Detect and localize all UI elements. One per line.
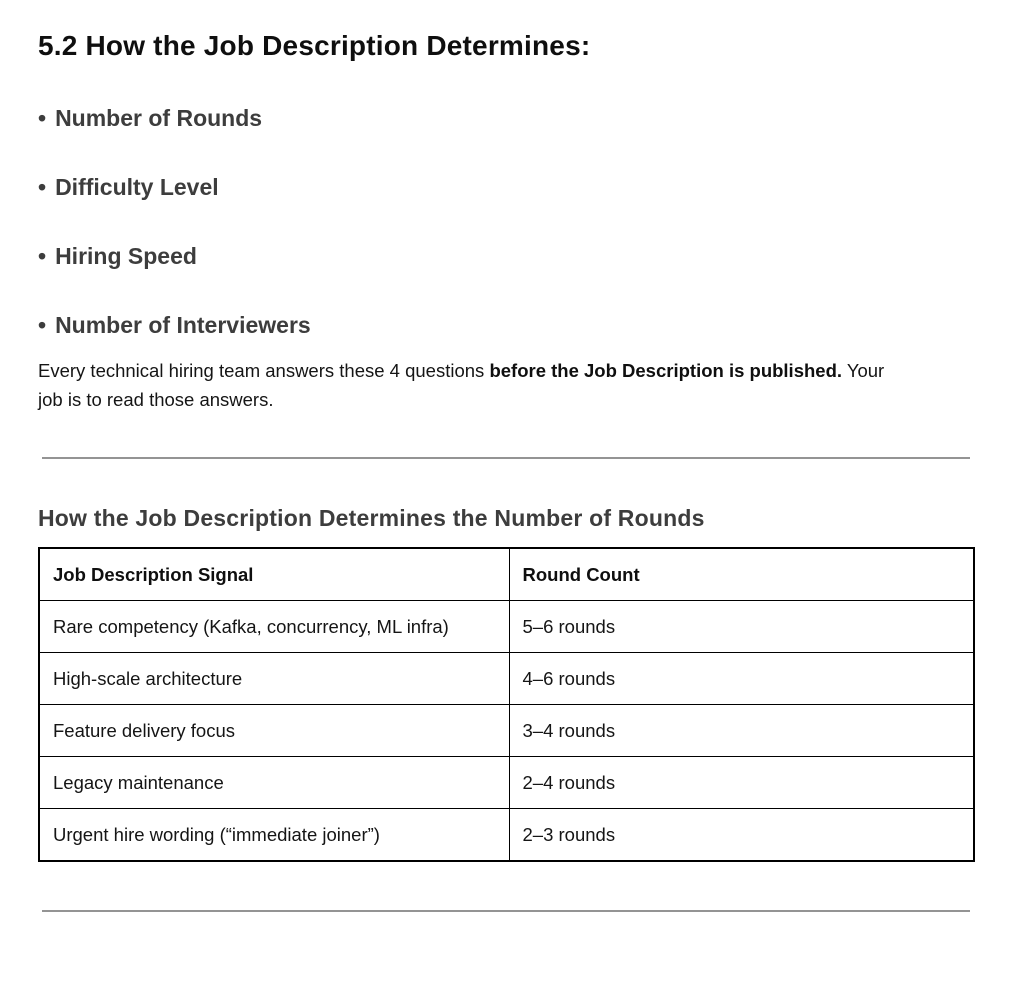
cell-signal: High-scale architecture (39, 653, 509, 705)
bullet-label: Number of Rounds (55, 105, 263, 131)
bullet-icon: • (38, 243, 47, 269)
table-header-row (39, 548, 974, 601)
bullet-icon: • (38, 312, 47, 338)
bullet-list (38, 105, 994, 339)
intro-text-normal: Your job is to read those answers. (38, 360, 885, 410)
table-header-count: Round Count (509, 548, 974, 601)
bullet-item-hiring-speed (38, 243, 994, 270)
page-title: 5.2 How the Job Description Determines: (38, 30, 591, 61)
cell-count: 3–4 rounds (509, 705, 974, 757)
cell-count: 2–4 rounds (509, 757, 974, 809)
cell-signal: Legacy maintenance (39, 757, 509, 809)
cell-count: 2–3 rounds (509, 809, 974, 862)
table-row (39, 601, 974, 653)
table-row (39, 653, 974, 705)
bullet-label: Difficulty Level (55, 174, 219, 200)
bullet-item-number-of-rounds (38, 105, 994, 132)
cell-signal: Feature delivery focus (39, 705, 509, 757)
cell-signal: Rare competency (Kafka, concurrency, ML infra) (39, 601, 509, 653)
cell-signal: Urgent hire wording (“immediate joiner”) (39, 809, 509, 862)
table-row (39, 705, 974, 757)
table-row (39, 757, 974, 809)
bullet-icon: • (38, 105, 47, 131)
section-title: How the Job Description Determines the Number of Rounds (38, 505, 705, 531)
section-divider-bottom (42, 910, 970, 912)
cell-count: 4–6 rounds (509, 653, 974, 705)
intro-text-normal: Every technical hiring team answers these 4 questions (38, 360, 490, 381)
bullet-icon: • (38, 174, 47, 200)
intro-text-bold: before the Job Description is published. (489, 360, 843, 381)
rounds-table (38, 547, 975, 862)
intro-paragraph (38, 356, 903, 414)
bullet-label: Number of Interviewers (55, 312, 311, 338)
bullet-item-number-of-interviewers (38, 312, 994, 339)
bullet-label: Hiring Speed (55, 243, 197, 269)
cell-count: 5–6 rounds (509, 601, 974, 653)
table-header-signal: Job Description Signal (39, 548, 509, 601)
bullet-item-difficulty-level (38, 174, 994, 201)
table-row (39, 809, 974, 862)
section-divider-top (42, 457, 970, 459)
